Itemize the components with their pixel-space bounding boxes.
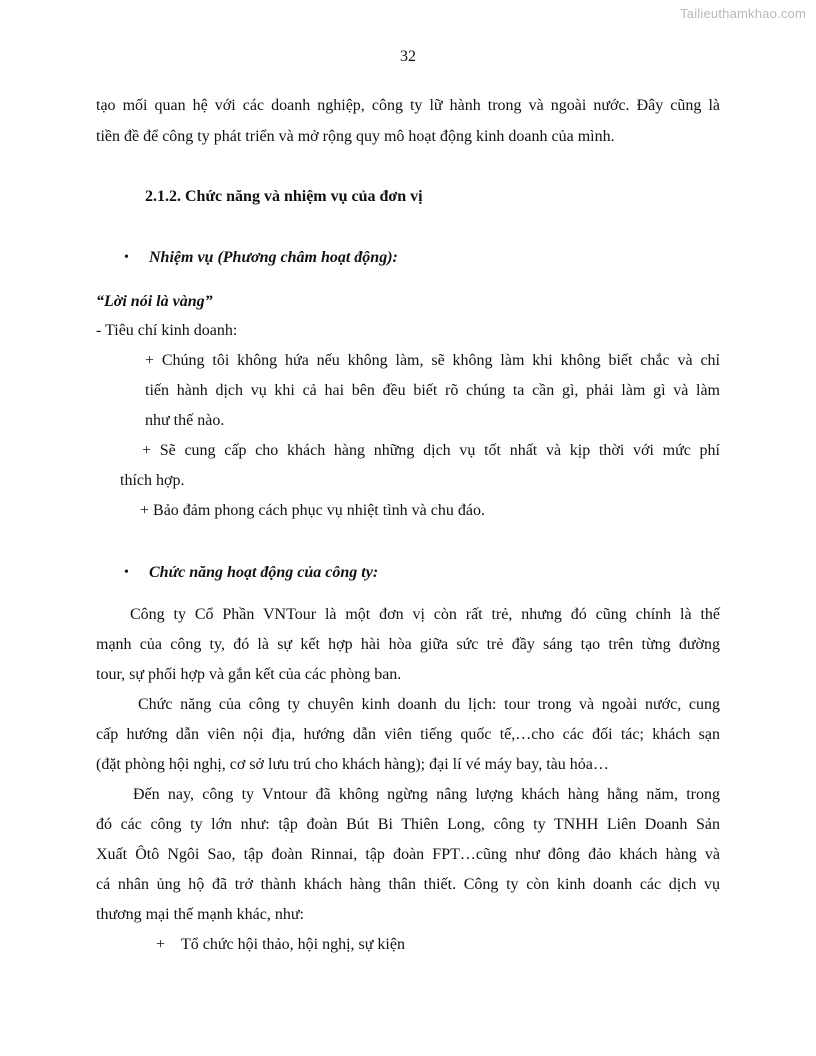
intro-line-2: tiền đề để công ty phát triển và mở rộng quy mô hoạt động kinh doanh của mình. bbox=[96, 128, 615, 145]
bullet-nhiem-vu: Nhiệm vụ (Phương châm hoạt động): bbox=[149, 249, 398, 266]
watermark: Tailieuthamkhao.com bbox=[680, 6, 806, 21]
bullet-icon: • bbox=[124, 565, 129, 580]
para-1-line-2: mạnh của công ty, đó là sự kết hợp hài hòa giữa sức trẻ đầy sáng tạo trên từng đường bbox=[96, 636, 720, 653]
para-1-line-3: tour, sự phối hợp và gắn kết của các phòng ban. bbox=[96, 666, 402, 683]
para-3-line-2: đó các công ty lớn như: tập đoàn Bút Bi Thiên Long, công ty TNHH Liên Doanh Sản bbox=[96, 816, 720, 833]
criteria-item-1-line-3: như thế nào. bbox=[145, 412, 225, 429]
para-3-line-4: cá nhân ủng hộ đã trở thành khách hàng thân thiết. Công ty còn kinh doanh các dịch vụ bbox=[96, 876, 720, 893]
intro-line-1: tạo mối quan hệ với các doanh nghiệp, công ty lữ hành trong và ngoài nước. Đây cũng là bbox=[96, 97, 720, 114]
para-1-line-1: Công ty Cổ Phần VNTour là một đơn vị còn rất trẻ, nhưng đó cũng chính là thế bbox=[130, 606, 720, 623]
service-item-plus: + bbox=[156, 936, 166, 953]
criteria-label: - Tiêu chí kinh doanh: bbox=[96, 322, 238, 339]
service-item-text: Tổ chức hội thảo, hội nghị, sự kiện bbox=[181, 936, 405, 953]
para-3-line-5: thương mại thế mạnh khác, như: bbox=[96, 906, 304, 923]
para-2-line-1: Chức năng của công ty chuyên kinh doanh du lịch: tour trong và ngoài nước, cung bbox=[138, 696, 720, 713]
bullet-chuc-nang: Chức năng hoạt động của công ty: bbox=[149, 564, 379, 581]
motto: “Lời nói là vàng” bbox=[96, 293, 213, 310]
criteria-item-3: + Bảo đảm phong cách phục vụ nhiệt tình và chu đáo. bbox=[140, 502, 485, 519]
para-2-line-3: (đặt phòng hội nghị, cơ sở lưu trú cho khách hàng); đại lí vé máy bay, tàu hỏa… bbox=[96, 756, 609, 773]
criteria-item-2-line-1: + Sẽ cung cấp cho khách hàng những dịch vụ tốt nhất và kịp thời với mức phí bbox=[142, 442, 720, 459]
para-3-line-1: Đến nay, công ty Vntour đã không ngừng nâng lượng khách hàng hằng năm, trong bbox=[133, 786, 720, 803]
criteria-item-1-line-2: tiến hành dịch vụ khi cả hai bên đều biết rõ chúng ta cần gì, phải làm gì và làm bbox=[145, 382, 720, 399]
bullet-icon: • bbox=[124, 250, 129, 265]
criteria-item-1-line-1: + Chúng tôi không hứa nếu không làm, sẽ không làm khi không biết chắc và chỉ bbox=[145, 352, 720, 369]
page-number: 32 bbox=[400, 48, 416, 65]
criteria-item-2-line-2: thích hợp. bbox=[120, 472, 185, 489]
para-3-line-3: Xuất Ôtô Ngôi Sao, tập đoàn Rinnai, tập đoàn FPT…cũng như đông đảo khách hàng và bbox=[96, 846, 720, 863]
para-2-line-2: cấp hướng dẫn viên nội địa, hướng dẫn viên tiếng quốc tế,…cho các đối tác; khách sạn bbox=[96, 726, 720, 743]
section-heading: 2.1.2. Chức năng và nhiệm vụ của đơn vị bbox=[145, 188, 423, 205]
